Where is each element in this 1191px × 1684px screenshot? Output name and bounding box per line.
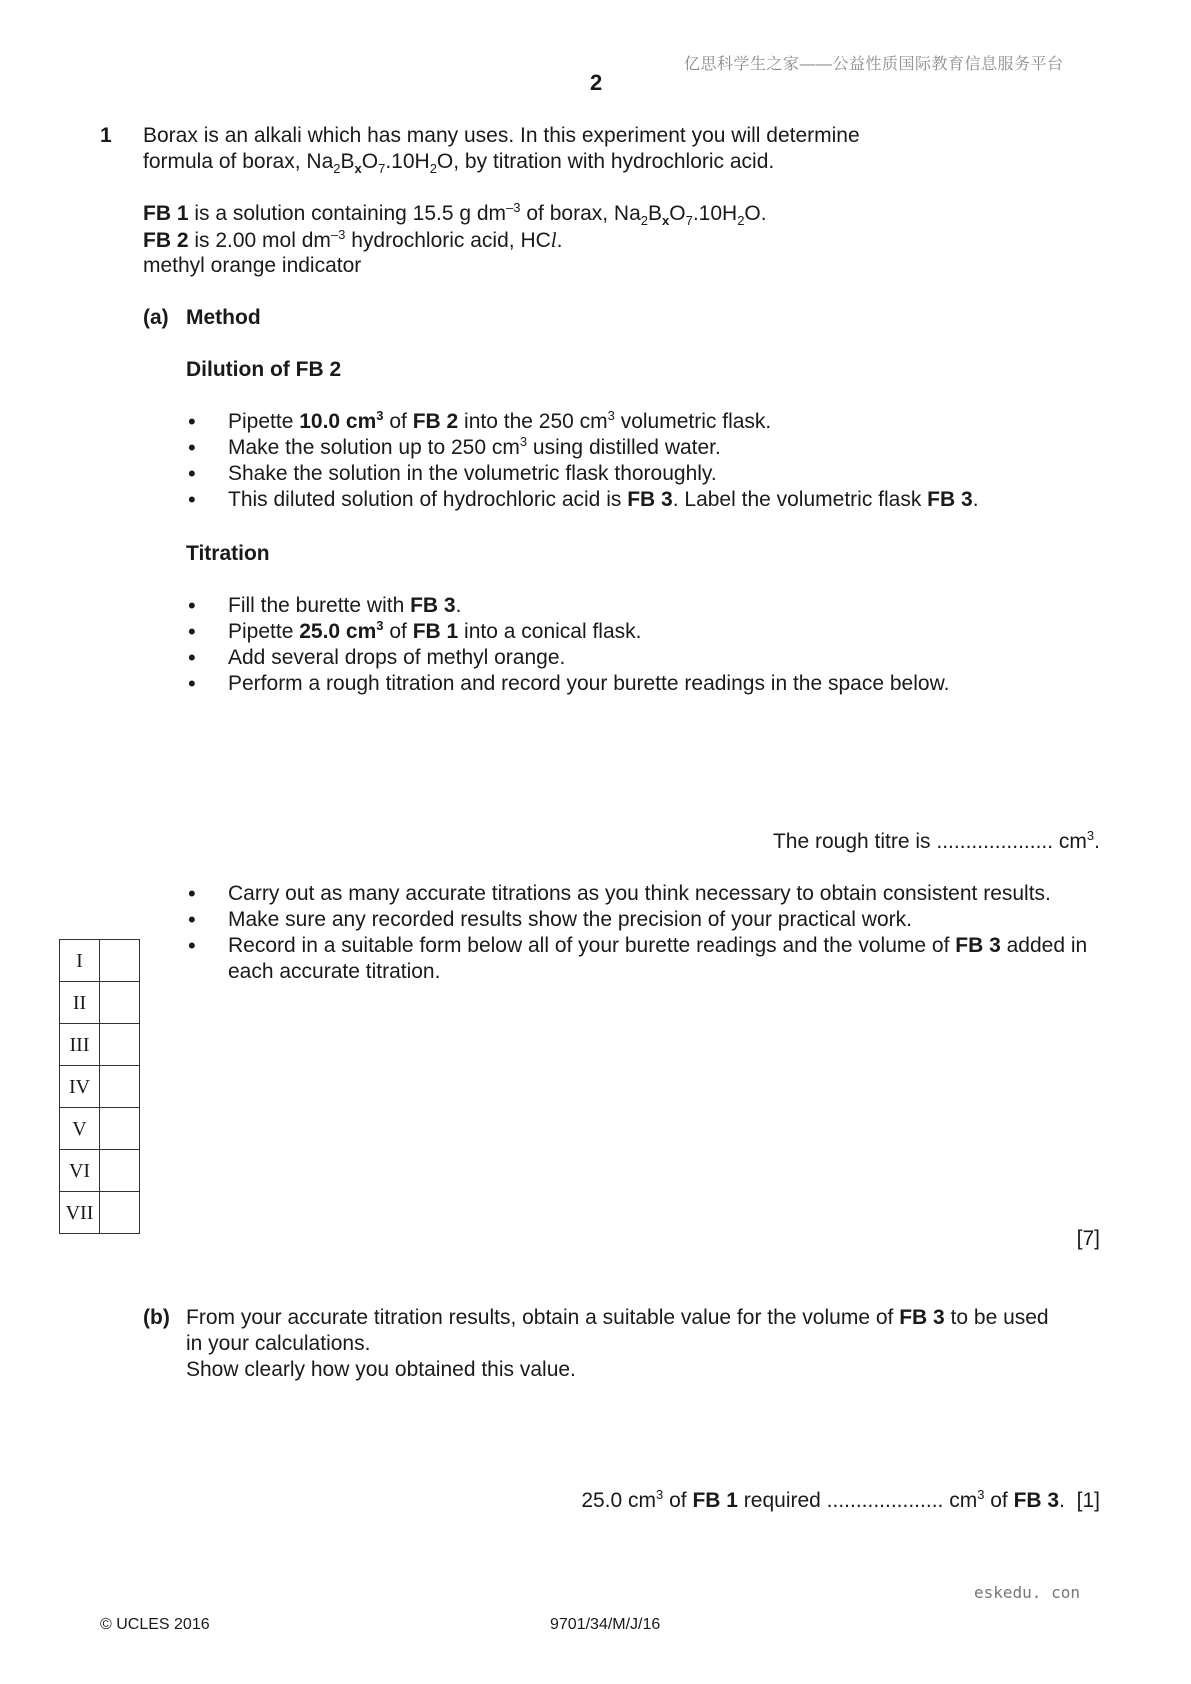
mark-label: V xyxy=(60,1108,100,1150)
fb1-description: FB 1 is a solution containing 15.5 g $dm^{-3}$ of borax, $Na_2B_xO_7.10H_2O$. xyxy=(143,200,767,228)
list-item: • Add several drops of methyl orange. xyxy=(188,645,949,671)
dilution-steps xyxy=(188,409,979,513)
intro-line-1: Borax is an alkali which has many uses. In this experiment you will determine xyxy=(143,124,860,147)
fb1-text-a: is a solution containing 15.5 g dm xyxy=(188,202,507,225)
fb2-text-b: hydrochloric acid, HC xyxy=(345,229,551,252)
mark-label: VI xyxy=(60,1150,100,1192)
fb1-label: FB 1 xyxy=(143,202,189,225)
footer-watermark: eskedu. con xyxy=(974,1583,1080,1602)
mark-box xyxy=(100,1108,140,1150)
part-b-line-2: in your calculations. xyxy=(186,1332,371,1355)
fb2-description: FB 2 is 2.00 mol $dm^{-3}$ hydrochloric acid, HCl. xyxy=(143,227,563,252)
titration-heading: Titration xyxy=(186,542,270,565)
mark-box xyxy=(100,1066,140,1108)
accurate-steps xyxy=(188,881,1108,985)
mark-label: VII xyxy=(60,1192,100,1234)
list-item: • Record in a suitable form below all of your burette readings and the volume of FB 3 added in each accurate titration. xyxy=(188,933,1108,985)
footer-paper-code: 9701/34/M/J/16 xyxy=(550,1616,661,1633)
indicator-line: methyl orange indicator xyxy=(143,254,362,277)
list-item: • Perform a rough titration and record your burette readings in the space below. xyxy=(188,671,949,697)
part-a-label: (a) xyxy=(143,306,169,329)
intro-line-2: formula of borax, $Na_2B_xO_7.10H_2O$, by titration with hydrochloric acid. xyxy=(143,150,775,176)
mark-label: III xyxy=(60,1024,100,1066)
intro-line-2-a: formula of borax, Na xyxy=(143,150,334,173)
intro-line-2-b: , by titration with hydrochloric acid. xyxy=(453,150,775,173)
page-number: 2 xyxy=(590,70,603,95)
dilution-heading: Dilution of FB 2 xyxy=(186,358,342,381)
part-b-line-1: From your accurate titration results, obtain a suitable value for the volume of FB 3 to be used xyxy=(186,1306,1049,1329)
list-item: • Make the solution up to 250 $cm^3$ using distilled water. xyxy=(188,435,979,461)
list-item: • Fill the burette with FB 3. xyxy=(188,593,949,619)
list-item: • Pipette 25.0 $cm^3$ of FB 1 into a conical flask. xyxy=(188,619,949,645)
mark-label: II xyxy=(60,982,100,1024)
part-b-label: (b) xyxy=(143,1306,170,1329)
mark-box xyxy=(100,1192,140,1234)
part-a-heading: Method xyxy=(186,306,261,329)
mark-box xyxy=(100,982,140,1024)
rough-titre-line: The rough titre is .................... $cm^3$. xyxy=(772,828,1100,853)
fb1-text-b: of borax, Na xyxy=(520,202,641,225)
list-item: • Make sure any recorded results show the precision of your practical work. xyxy=(188,907,1108,933)
mark-box xyxy=(100,940,140,982)
footer-copyright: © UCLES 2016 xyxy=(100,1616,210,1633)
list-item: • Pipette 10.0 $cm^3$ of FB 2 into the 250 $cm^3$ volumetric flask. xyxy=(188,409,979,435)
list-item: • This diluted solution of hydrochloric acid is FB 3. Label the volumetric flask FB 3. xyxy=(188,487,979,513)
titration-steps xyxy=(188,593,949,697)
mark-label: I xyxy=(60,940,100,982)
part-b-marks: [1] xyxy=(1076,1489,1100,1512)
mark-box xyxy=(100,1024,140,1066)
examiner-mark-grid xyxy=(59,939,140,1234)
mark-label: IV xyxy=(60,1066,100,1108)
part-b-answer-line: 25.0 $cm^3$ of FB 1 required .................... $cm^3$ of FB 3. [1] xyxy=(581,1487,1100,1512)
fb2-text-a: is 2.00 mol dm xyxy=(188,229,331,252)
fb2-label: FB 2 xyxy=(143,229,189,252)
part-b-line-3: Show clearly how you obtained this value. xyxy=(186,1358,576,1381)
question-number: 1 xyxy=(100,124,112,147)
list-item: • Shake the solution in the volumetric flask thoroughly. xyxy=(188,461,979,487)
header-watermark: 亿思科学生之家——公益性质国际教育信息服务平台 xyxy=(684,56,1064,73)
part-a-marks: [7] xyxy=(1076,1227,1100,1250)
mark-box xyxy=(100,1150,140,1192)
list-item: • Carry out as many accurate titrations as you think necessary to obtain consistent results. xyxy=(188,881,1108,907)
